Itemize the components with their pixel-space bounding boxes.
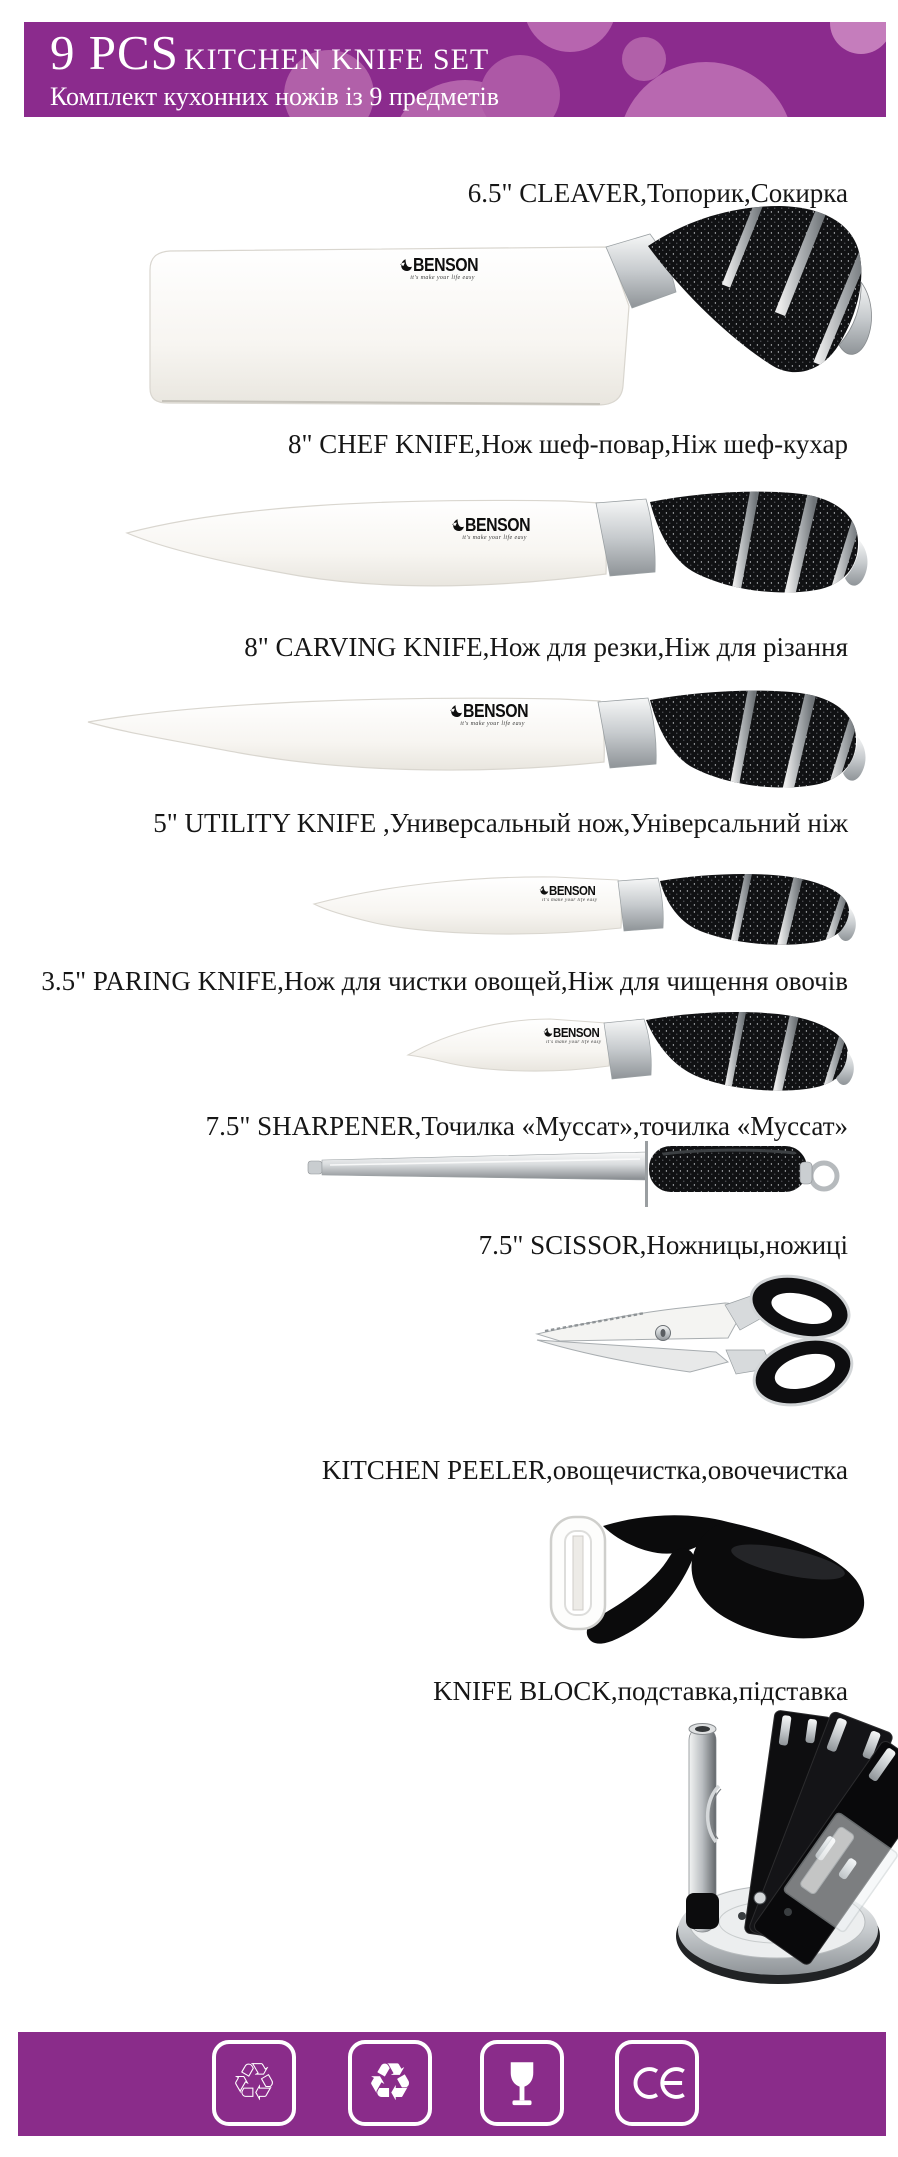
label-paring-knife: 3.5" PARING KNIFE,Нож для чистки овощей,Ніж для чищення овочів [41, 966, 848, 996]
ce-mark-icon [615, 2040, 699, 2126]
scissors-image [537, 1267, 860, 1416]
banner-subtitle: Комплект кухонних ножів із 9 предметів [50, 82, 500, 111]
paring-knife-image [408, 1004, 854, 1098]
brand-name: BENSON [553, 1025, 600, 1040]
food-safe-glass-icon [480, 2040, 564, 2126]
label-cleaver: 6.5" CLEAVER,Топорик,Сокирка [467, 178, 848, 208]
banner-title-text: KITCHEN KNIFE SET [183, 43, 490, 76]
brand-name: BENSON [549, 883, 596, 898]
chef-knife-image [127, 484, 868, 602]
brand-tagline: it's make your life easy [410, 275, 475, 281]
brand-tagline: it's make your life easy [546, 1040, 602, 1045]
label-knife-block: KNIFE BLOCK,подставка,підставка [433, 1676, 848, 1706]
sharpener-image [308, 1141, 837, 1207]
knife-block-image [676, 1710, 898, 1984]
recycle-outline-icon: ♲ [212, 2040, 296, 2126]
recycle-solid-icon: ♻ [348, 2040, 432, 2126]
brand-name: BENSON [413, 255, 479, 275]
brand-leaf-icon [398, 258, 413, 273]
brand-logo [538, 884, 602, 903]
brand-logo [542, 1026, 606, 1045]
footer-bar [18, 2032, 886, 2136]
brand-name: BENSON [463, 701, 529, 721]
brand-logo [398, 256, 487, 281]
label-peeler: KITCHEN PEELER,овощечистка,овочечистка [321, 1455, 848, 1485]
label-sharpener: 7.5" SHARPENER,Точилка «Муссат»,точилка «Муссат» [205, 1111, 848, 1141]
utility-knife-image [314, 866, 856, 952]
brand-tagline: it's make your life easy [462, 535, 527, 541]
label-carving-knife: 8" CARVING KNIFE,Нож для резки,Ніж для різання [244, 632, 848, 662]
cleaver-image [150, 196, 872, 405]
brand-tagline: it's make your life easy [460, 721, 525, 727]
label-scissor: 7.5" SCISSOR,Ножницы,ножиці [478, 1230, 848, 1260]
brand-logo [448, 702, 537, 727]
brand-leaf-icon [448, 704, 463, 719]
brand-name: BENSON [465, 515, 531, 535]
label-chef-knife: 8" CHEF KNIFE,Нож шеф-повар,Ніж шеф-кухар [287, 429, 848, 459]
carving-knife-image [88, 682, 866, 798]
brand-leaf-icon [538, 885, 549, 896]
brand-logo [450, 516, 539, 541]
brand-leaf-icon [450, 518, 465, 533]
banner-title-count: 9 PCS [50, 25, 179, 80]
brand-tagline: it's make your life easy [542, 898, 598, 903]
peeler-image [551, 1515, 864, 1643]
label-utility-knife: 5" UTILITY KNIFE ,Универсальный нож,Універсальний ніж [153, 808, 848, 838]
brand-leaf-icon [542, 1027, 553, 1038]
